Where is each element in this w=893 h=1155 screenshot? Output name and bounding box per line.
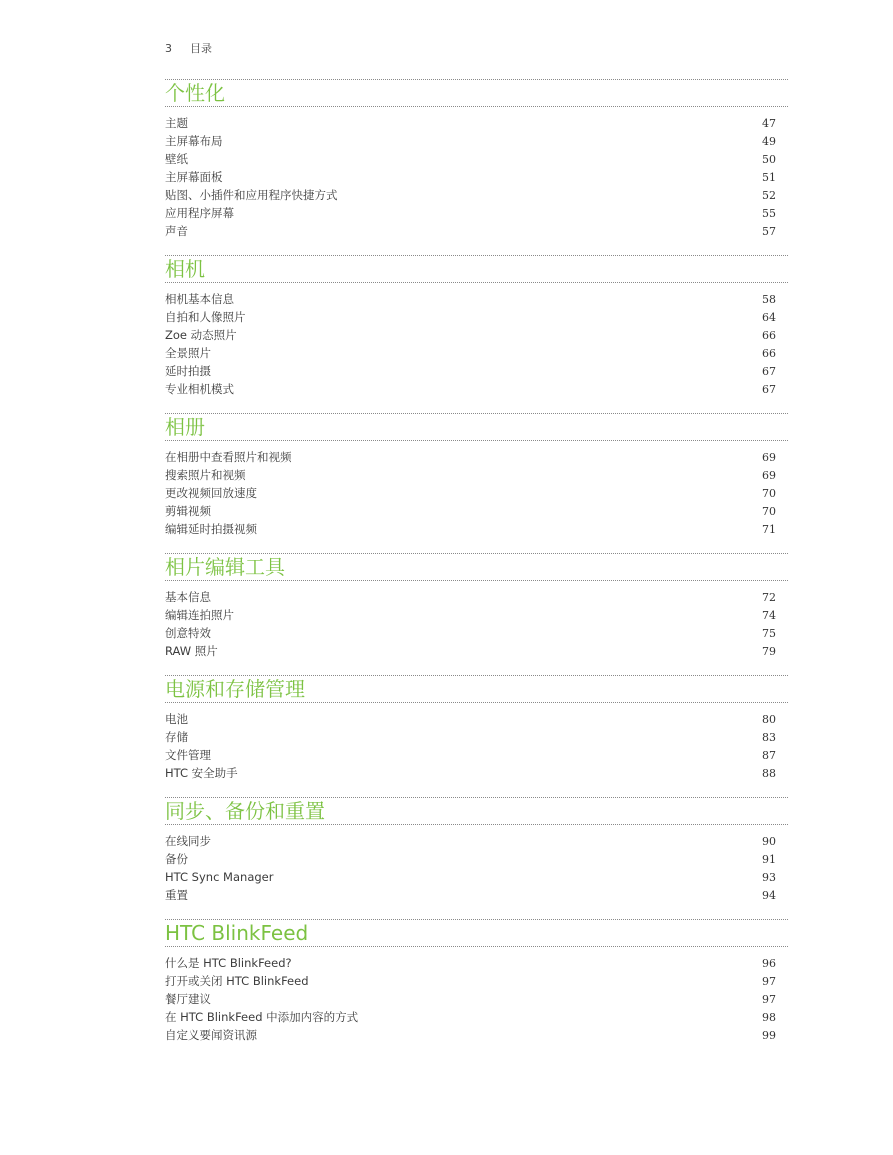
- toc-entry[interactable]: [165, 380, 788, 398]
- toc-entry-label[interactable]: 文件管理: [165, 748, 211, 762]
- toc-entry[interactable]: [165, 222, 788, 240]
- toc-section: [165, 797, 788, 904]
- section-header: [165, 413, 788, 441]
- toc-entry[interactable]: [165, 362, 788, 380]
- toc-entry-label[interactable]: 编辑连拍照片: [165, 608, 234, 622]
- toc-entry[interactable]: [165, 624, 788, 642]
- toc-entry-label[interactable]: 声音: [165, 224, 188, 238]
- toc-entry-page[interactable]: 87: [762, 748, 776, 762]
- toc-entry-page[interactable]: 79: [762, 644, 776, 658]
- toc-entry[interactable]: [165, 204, 788, 222]
- toc-entry-label[interactable]: 主屏幕布局: [165, 134, 223, 148]
- toc-entry-page[interactable]: 75: [762, 626, 776, 640]
- toc-entry-page[interactable]: 69: [762, 468, 776, 482]
- toc-entry-label[interactable]: 存储: [165, 730, 188, 744]
- toc-entry[interactable]: [165, 728, 788, 746]
- toc-entry-label[interactable]: 全景照片: [165, 346, 211, 360]
- page-title: 目录: [190, 42, 212, 55]
- toc-entry-label[interactable]: 在 HTC BlinkFeed 中添加内容的方式: [165, 1010, 359, 1024]
- toc-entry-page[interactable]: 70: [762, 504, 776, 518]
- toc-entry-label[interactable]: 主题: [165, 116, 188, 130]
- toc-entry[interactable]: [165, 326, 788, 344]
- toc-entry[interactable]: [165, 832, 788, 850]
- toc-entry-label[interactable]: 更改视频回放速度: [165, 486, 257, 500]
- toc-entry[interactable]: [165, 972, 788, 990]
- toc-entry[interactable]: [165, 710, 788, 728]
- toc-entry[interactable]: [165, 466, 788, 484]
- toc-entry-page[interactable]: 50: [762, 152, 776, 166]
- toc-entry-label[interactable]: 专业相机模式: [165, 382, 234, 396]
- toc-entry-page[interactable]: 74: [762, 608, 776, 622]
- toc-entry-label[interactable]: 在相册中查看照片和视频: [165, 450, 292, 464]
- toc-entry-label[interactable]: 什么是 HTC BlinkFeed?: [165, 956, 292, 970]
- toc-entry[interactable]: [165, 150, 788, 168]
- toc-entry[interactable]: [165, 448, 788, 466]
- toc-section: [165, 675, 788, 782]
- section-header: [165, 675, 788, 703]
- section-title[interactable]: 相册: [165, 415, 205, 439]
- toc-entry[interactable]: [165, 132, 788, 150]
- toc-section: [165, 919, 788, 1044]
- toc-entry-label[interactable]: Zoe 动态照片: [165, 328, 237, 342]
- toc-entry[interactable]: [165, 990, 788, 1008]
- toc-entry-page[interactable]: 90: [762, 834, 776, 848]
- table-of-contents: [165, 79, 788, 1059]
- toc-section: [165, 255, 788, 398]
- toc-entry-page[interactable]: 96: [762, 956, 776, 970]
- toc-entry-label[interactable]: 剪辑视频: [165, 504, 211, 518]
- toc-entry-page[interactable]: 99: [762, 1028, 776, 1042]
- toc-entry[interactable]: [165, 642, 788, 660]
- toc-entry-page[interactable]: 66: [762, 346, 776, 360]
- toc-entry[interactable]: [165, 502, 788, 520]
- toc-entry-page[interactable]: 98: [762, 1010, 776, 1024]
- toc-entry-page[interactable]: 94: [762, 888, 776, 902]
- toc-entry-label[interactable]: RAW 照片: [165, 644, 218, 658]
- toc-entry-label[interactable]: 相机基本信息: [165, 292, 234, 306]
- toc-entry[interactable]: [165, 868, 788, 886]
- toc-entry-page[interactable]: 47: [762, 116, 776, 130]
- section-title[interactable]: 相片编辑工具: [165, 555, 285, 579]
- toc-entry[interactable]: [165, 764, 788, 782]
- toc-section: [165, 553, 788, 660]
- toc-entry-page[interactable]: 49: [762, 134, 776, 148]
- toc-entry[interactable]: [165, 168, 788, 186]
- toc-entry-label[interactable]: 搜索照片和视频: [165, 468, 246, 482]
- toc-entry-label[interactable]: 在线同步: [165, 834, 211, 848]
- toc-entry-page[interactable]: 64: [762, 310, 776, 324]
- toc-entry-label[interactable]: 备份: [165, 852, 188, 866]
- toc-entry-page[interactable]: 97: [762, 974, 776, 988]
- section-header: [165, 797, 788, 825]
- section-title[interactable]: 电源和存储管理: [165, 677, 305, 701]
- toc-entry-label[interactable]: 壁纸: [165, 152, 188, 166]
- toc-entry-label[interactable]: 贴图、小插件和应用程序快捷方式: [165, 188, 338, 202]
- toc-entry-page[interactable]: 83: [762, 730, 776, 744]
- toc-entry-page[interactable]: 52: [762, 188, 776, 202]
- toc-entry-label[interactable]: 餐厅建议: [165, 992, 211, 1006]
- toc-entry[interactable]: [165, 484, 788, 502]
- toc-entry-label[interactable]: 自定义要闻资讯源: [165, 1028, 257, 1042]
- toc-entry-label[interactable]: 编辑延时拍摄视频: [165, 522, 257, 536]
- toc-entry-label[interactable]: 自拍和人像照片: [165, 310, 246, 324]
- toc-entry[interactable]: [165, 850, 788, 868]
- toc-entry[interactable]: [165, 1008, 788, 1026]
- toc-entry-page[interactable]: 57: [762, 224, 776, 238]
- section-header: [165, 79, 788, 107]
- toc-entry-page[interactable]: 55: [762, 206, 776, 220]
- toc-section: [165, 413, 788, 538]
- section-header: [165, 553, 788, 581]
- section-header: [165, 919, 788, 947]
- toc-entry-page[interactable]: 97: [762, 992, 776, 1006]
- toc-entry[interactable]: [165, 588, 788, 606]
- toc-entry[interactable]: [165, 520, 788, 538]
- toc-entry[interactable]: [165, 290, 788, 308]
- toc-entry-page[interactable]: 51: [762, 170, 776, 184]
- toc-entry[interactable]: [165, 606, 788, 624]
- toc-entry-page[interactable]: 91: [762, 852, 776, 866]
- toc-entry-page[interactable]: 93: [762, 870, 776, 884]
- toc-entry-label[interactable]: HTC Sync Manager: [165, 870, 274, 884]
- toc-entry[interactable]: [165, 1026, 788, 1044]
- toc-entry[interactable]: [165, 886, 788, 904]
- toc-entry[interactable]: [165, 344, 788, 362]
- toc-entry-label[interactable]: 重置: [165, 888, 188, 902]
- toc-entry-label[interactable]: 电池: [165, 712, 188, 726]
- section-title[interactable]: HTC BlinkFeed: [165, 921, 309, 945]
- toc-entry-page[interactable]: 66: [762, 328, 776, 342]
- toc-entry-page[interactable]: 67: [762, 364, 776, 378]
- toc-entry-label[interactable]: 基本信息: [165, 590, 211, 604]
- toc-entry-page[interactable]: 58: [762, 292, 776, 306]
- toc-entry[interactable]: [165, 114, 788, 132]
- toc-entry[interactable]: [165, 746, 788, 764]
- toc-entry[interactable]: [165, 308, 788, 326]
- toc-entry[interactable]: [165, 954, 788, 972]
- toc-entry-label[interactable]: 主屏幕面板: [165, 170, 223, 184]
- page-number: 3: [165, 41, 172, 55]
- section-title[interactable]: 个性化: [165, 81, 225, 105]
- toc-entry-label[interactable]: 打开或关闭 HTC BlinkFeed: [165, 974, 309, 988]
- toc-entry-page[interactable]: 88: [762, 766, 776, 780]
- toc-entry[interactable]: [165, 186, 788, 204]
- toc-entry-label[interactable]: 应用程序屏幕: [165, 206, 234, 220]
- toc-entry-page[interactable]: 69: [762, 450, 776, 464]
- toc-section: [165, 79, 788, 240]
- toc-entry-label[interactable]: 创意特效: [165, 626, 211, 640]
- toc-entry-page[interactable]: 71: [762, 522, 776, 536]
- section-title[interactable]: 相机: [165, 257, 205, 281]
- toc-entry-page[interactable]: 80: [762, 712, 776, 726]
- page-header: [165, 40, 212, 56]
- toc-entry-label[interactable]: HTC 安全助手: [165, 766, 238, 780]
- section-header: [165, 255, 788, 283]
- toc-entry-page[interactable]: 67: [762, 382, 776, 396]
- toc-entry-label[interactable]: 延时拍摄: [165, 364, 211, 378]
- toc-entry-page[interactable]: 70: [762, 486, 776, 500]
- section-title[interactable]: 同步、备份和重置: [165, 799, 325, 823]
- toc-entry-page[interactable]: 72: [762, 590, 776, 604]
